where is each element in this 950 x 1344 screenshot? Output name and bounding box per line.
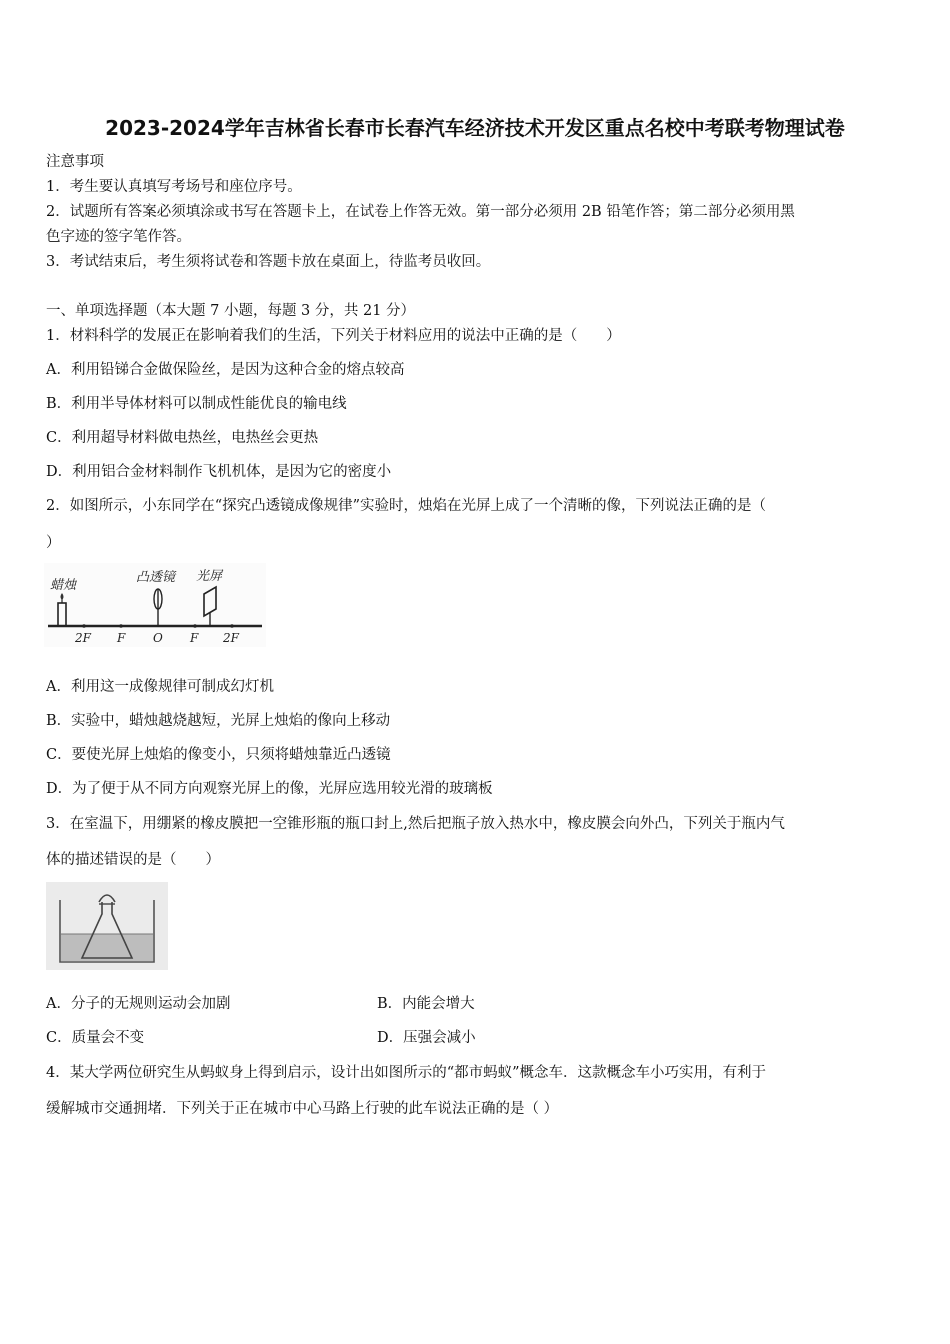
notice-heading: 注意事项 [46,154,104,170]
q3-stem-cont: 体的描述错误的是（ ） [46,852,220,868]
tick-2f-right: 2F [223,631,239,645]
q3-stem: 3．在室温下，用绷紧的橡皮膜把一空锥形瓶的瓶口封上,然后把瓶子放入热水中，橡皮膜会向外凸，下列关于瓶内气 [46,816,785,832]
notice-item-1: 1．考生要认真填写考场号和座位序号。 [46,179,302,195]
q1-option-a: A．利用铅锑合金做保险丝，是因为这种合金的熔点较高 [46,362,405,378]
q2-option-d: D．为了便于从不同方向观察光屏上的像，光屏应选用较光滑的玻璃板 [46,781,493,797]
q2-option-b: B．实验中，蜡烛越烧越短，光屏上烛焰的像向上移动 [46,713,391,729]
tick-f-left: F [117,631,126,645]
q1-option-b: B．利用半导体材料可以制成性能优良的输电线 [46,396,347,412]
q1-option-d: D．利用铝合金材料制作飞机机体，是因为它的密度小 [46,464,392,480]
q3-option-c: C．质量会不变 [46,1030,145,1046]
q2-option-c: C．要使光屏上烛焰的像变小，只须将蜡烛靠近凸透镜 [46,747,391,763]
label-lens: 凸透镜 [136,570,176,585]
q2-option-a: A．利用这一成像规律可制成幻灯机 [46,679,274,695]
notice-item-3: 3．考试结束后，考生须将试卷和答题卡放在桌面上，待监考员收回。 [46,254,491,270]
q3-option-b: B．内能会增大 [377,996,475,1012]
q3-option-d: D．压强会减小 [377,1030,476,1046]
paper-title: 2023-2024学年吉林省长春市长春汽车经济技术开发区重点名校中考联考物理试卷 [105,116,845,140]
q3-option-a: A．分子的无规则运动会加剧 [46,996,231,1012]
q4-stem: 4．某大学两位研究生从蚂蚁身上得到启示，设计出如图所示的“都市蚂蚁”概念车．这款概念车小巧实用，有利于 [46,1065,767,1081]
section-heading: 一、单项选择题（本大题 7 小题，每题 3 分，共 21 分） [46,303,416,319]
q2-stem-cont: ） [46,535,61,551]
q2-stem: 2．如图所示，小东同学在“探究凸透镜成像规律”实验时，烛焰在光屏上成了一个清晰的像，下列说法正确的是（ [46,498,767,514]
label-screen: 光屏 [196,569,223,584]
flask-in-water-figure [46,882,168,970]
notice-item-2-cont: 色字迹的签字笔作答。 [46,229,191,245]
tick-f-right: F [190,631,199,645]
q1-option-c: C．利用超导材料做电热丝，电热丝会更热 [46,430,319,446]
lens-experiment-figure [44,563,266,647]
q1-stem: 1．材料科学的发展正在影响着我们的生活，下列关于材料应用的说法中正确的是（ ） [46,328,621,344]
notice-item-2: 2．试题所有答案必须填涂或书写在答题卡上，在试卷上作答无效。第一部分必须用 2B 铅笔作答；第二部分必须用黑 [46,204,795,220]
label-candle: 蜡烛 [50,578,77,593]
tick-o: O [153,631,163,645]
tick-2f-left: 2F [75,631,91,645]
q4-stem-cont: 缓解城市交通拥堵．下列关于正在城市中心马路上行驶的此车说法正确的是（ ） [46,1101,559,1117]
